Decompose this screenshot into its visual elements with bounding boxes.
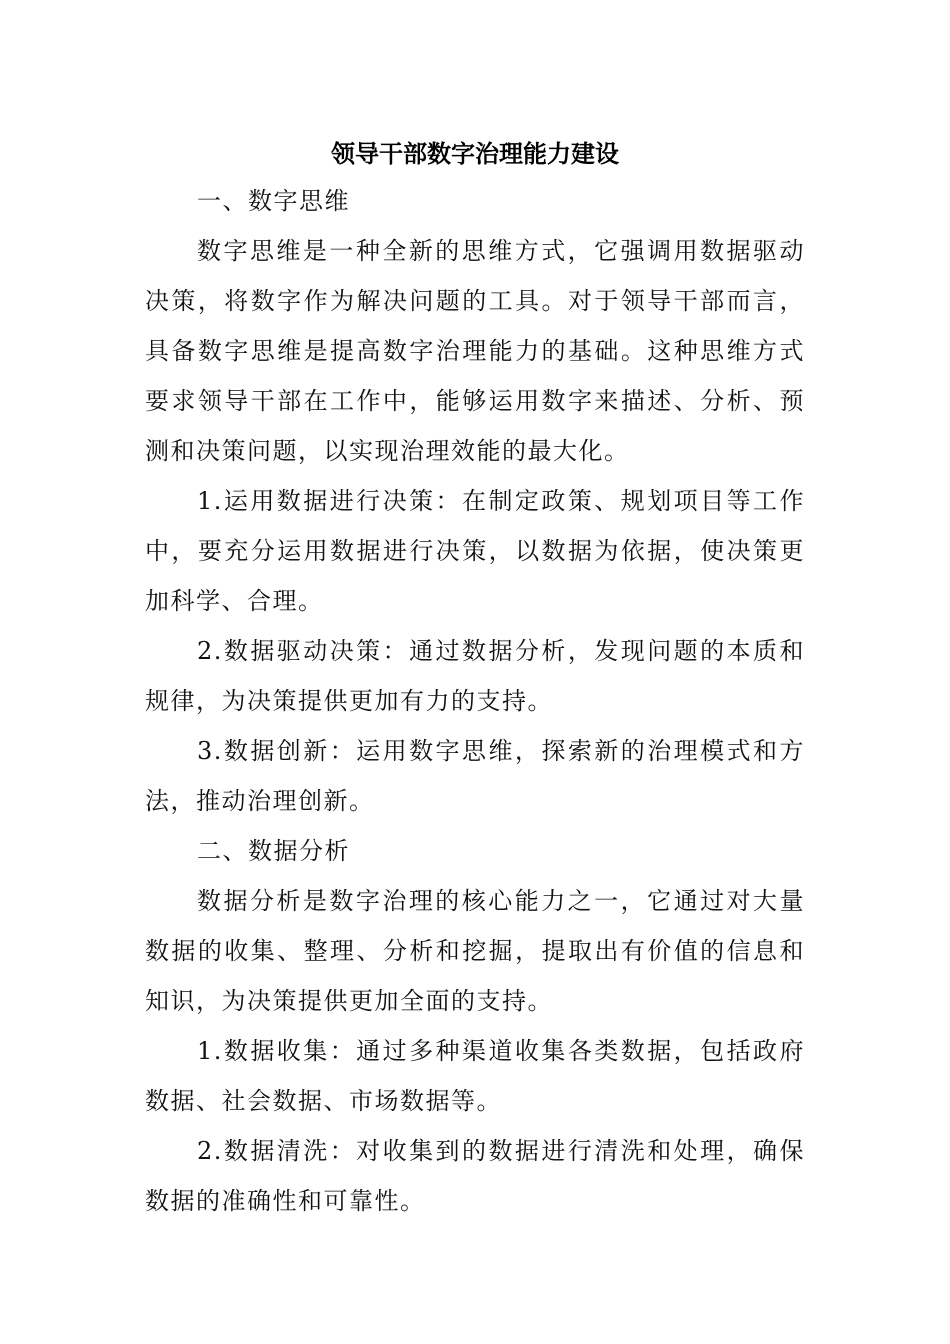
list-item-data-collection: 1.数据收集：通过多种渠道收集各类数据，包括政府数据、社会数据、市场数据等。 bbox=[145, 1037, 805, 1115]
section-heading-digital-thinking: 一、数字思维 bbox=[197, 187, 350, 215]
document-body bbox=[145, 132, 805, 1226]
section-heading-data-analysis: 二、数据分析 bbox=[197, 837, 350, 865]
list-item-data-driven: 2.数据驱动决策：通过数据分析，发现问题的本质和规律，为决策提供更加有力的支持。 bbox=[145, 637, 805, 715]
document-title: 领导干部数字治理能力建设 bbox=[331, 139, 619, 168]
paragraph-data-analysis-intro: 数据分析是数字治理的核心能力之一，它通过对大量数据的收集、整理、分析和挖掘，提取出有价值的信息和知识，为决策提供更加全面的支持。 bbox=[145, 887, 805, 1015]
list-item-data-innovation: 3.数据创新：运用数字思维，探索新的治理模式和方法，推动治理创新。 bbox=[145, 737, 805, 815]
list-item-data-cleaning: 2.数据清洗：对收集到的数据进行清洗和处理，确保数据的准确性和可靠性。 bbox=[145, 1137, 805, 1215]
list-item-data-decision: 1.运用数据进行决策：在制定政策、规划项目等工作中，要充分运用数据进行决策，以数据为依据，使决策更加科学、合理。 bbox=[145, 487, 805, 615]
paragraph-digital-thinking-intro: 数字思维是一种全新的思维方式，它强调用数据驱动决策，将数字作为解决问题的工具。对于领导干部而言，具备数字思维是提高数字治理能力的基础。这种思维方式要求领导干部在工作中，能够运用数字来描述、分析、预测和决策问题，以实现治理效能的最大化。 bbox=[145, 237, 805, 465]
